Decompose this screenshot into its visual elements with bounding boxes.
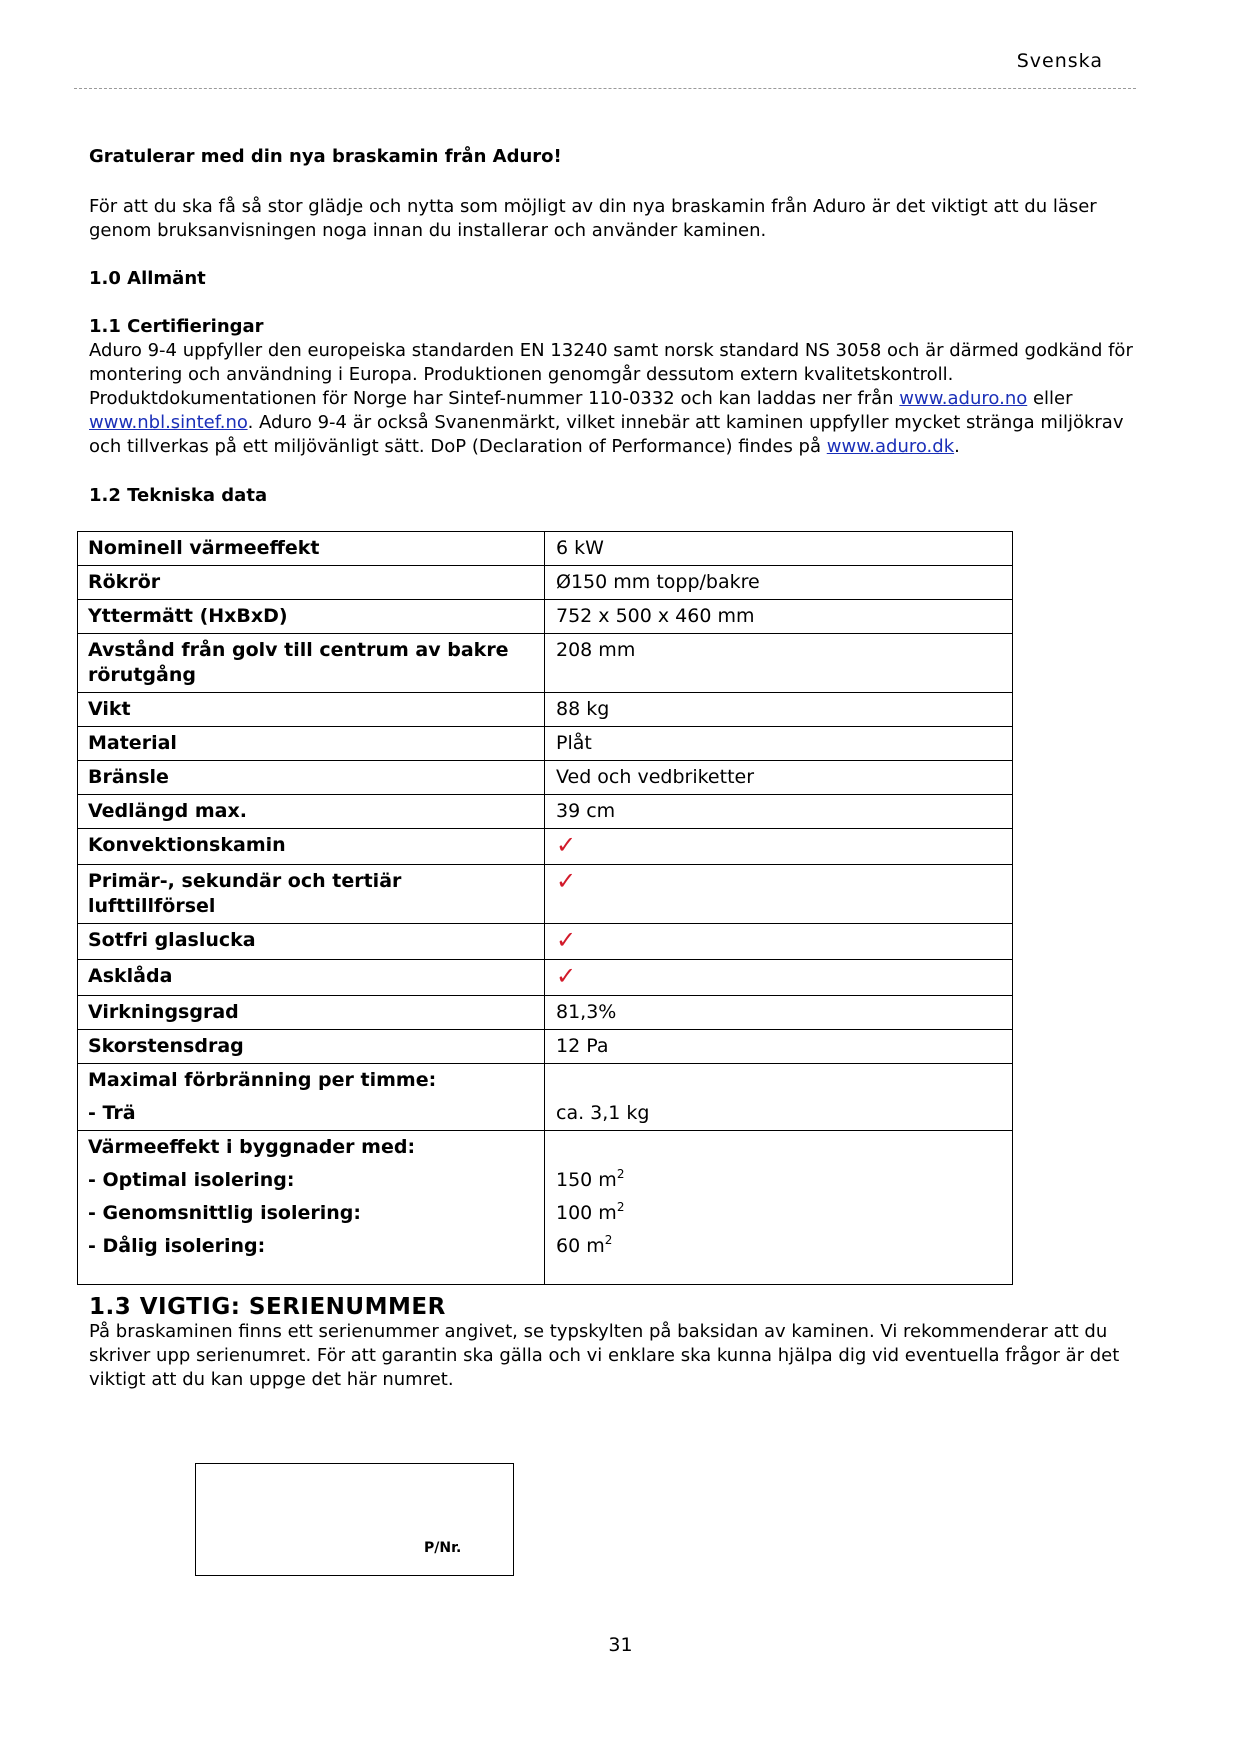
link-nbl-sintef[interactable]: www.nbl.sintef.no [89, 412, 248, 433]
section-1-3 [89, 1294, 1149, 1392]
row-key: Yttermätt (HxBxD) [78, 600, 545, 634]
row-value: Plåt [545, 727, 1013, 761]
row-key: Primär-, sekundär och tertiär lufttillförsel [78, 865, 545, 924]
checkmark-icon: ✓ [556, 962, 577, 990]
section-1-0-heading: 1.0 Allmänt [89, 268, 206, 289]
row-value: Ø150 mm topp/bakre [545, 566, 1013, 600]
cert-text-4: . [954, 436, 960, 457]
header-language: Svenska [1016, 50, 1103, 72]
superscript: 2 [604, 1232, 613, 1247]
table-row [78, 634, 1013, 693]
row-value: 88 kg [545, 693, 1013, 727]
link-aduro-no[interactable]: www.aduro.no [899, 388, 1028, 409]
row-value [545, 865, 1013, 924]
row-key-line: - Trä [88, 1102, 136, 1124]
row-value: 208 mm [545, 634, 1013, 693]
row-value-line: 100 $m^2$ [556, 1199, 625, 1224]
serial-number-label: P/Nr. [424, 1540, 462, 1556]
table-row [78, 693, 1013, 727]
table-row [78, 566, 1013, 600]
section-1-1-heading: 1.1 Certifieringar [89, 316, 264, 337]
table-row [78, 761, 1013, 795]
section-1-2 [89, 484, 1149, 508]
table-row [78, 727, 1013, 761]
row-key: Vedlängd max. [78, 795, 545, 829]
row-key [78, 1064, 545, 1131]
table-row [78, 924, 1013, 960]
table-row [78, 1131, 1013, 1285]
row-value: Ved och vedbriketter [545, 761, 1013, 795]
row-value-line: 60 $m^2$ [556, 1232, 613, 1257]
checkmark-icon: ✓ [556, 831, 577, 859]
header-divider [74, 88, 1136, 89]
intro-text: För att du ska få så stor glädje och nytta som möjligt av din nya braskamin från Aduro är det viktigt att du läser genom bruksanvisningen noga innan du installerar och använder kaminen. [89, 196, 1097, 241]
row-value: 6 kW [545, 532, 1013, 566]
row-key-line: Värmeeffekt i byggnader med: [88, 1136, 416, 1158]
superscript: 2 [616, 1166, 625, 1181]
page-number: 31 [608, 1634, 633, 1656]
intro-title: Gratulerar med din nya braskamin från Aduro! [89, 146, 562, 167]
row-key: Nominell värmeeffekt [78, 532, 545, 566]
checkmark-icon: ✓ [556, 867, 577, 895]
table-row [78, 1030, 1013, 1064]
table-row [78, 600, 1013, 634]
row-value-spacer [556, 1135, 1002, 1160]
row-key: Sotfri glaslucka [78, 924, 545, 960]
table-row [78, 795, 1013, 829]
row-value [545, 829, 1013, 865]
row-value: 81,3% [545, 996, 1013, 1030]
serial-text: På braskaminen finns ett serienummer angivet, se typskylten på baksidan av kaminen. Vi rekommenderar att du skriver upp serienumret. För att garantin ska gälla och vi enklare ska kunna hjälpa dig vid eventuella frågor är det viktigt att du kan uppge det här numret. [89, 1321, 1120, 1390]
row-key: Virkningsgrad [78, 996, 545, 1030]
row-value-line: ca. 3,1 kg [556, 1102, 650, 1124]
row-key: Asklåda [78, 960, 545, 996]
row-key: Material [78, 727, 545, 761]
section-1-0 [89, 267, 1149, 291]
row-key: Rökrör [78, 566, 545, 600]
section-1-3-heading: 1.3 VIGTIG: SERIENUMMER [89, 1294, 446, 1320]
row-key-line: - Genomsnittlig isolering: [88, 1202, 361, 1224]
cert-text-2: eller [1027, 388, 1073, 409]
row-value: 12 Pa [545, 1030, 1013, 1064]
row-key [78, 1131, 545, 1285]
technical-data-table [77, 531, 1013, 1285]
row-value: 752 x 500 x 460 mm [545, 600, 1013, 634]
row-key: Bränsle [78, 761, 545, 795]
row-value-line: 150 $m^2$ [556, 1166, 625, 1191]
table-row [78, 865, 1013, 924]
intro-text-block [89, 195, 1149, 243]
row-key: Avstånd från golv till centrum av bakre rörutgång [78, 634, 545, 693]
row-value [545, 960, 1013, 996]
table-row [78, 532, 1013, 566]
cert-text-1: Aduro 9-4 uppfyller den europeiska standarden EN 13240 samt norsk standard NS 3058 och är därmed godkänd för montering och användning i Europa. Produktionen genomgår dessutom extern kvalitetskontroll. Produktdokumentationen för Norge har Sintef-nummer 110-0332 och kan laddas ner från [89, 340, 1133, 409]
checkmark-icon: ✓ [556, 926, 577, 954]
row-value [545, 1131, 1013, 1285]
table-row [78, 829, 1013, 865]
cert-text-3: . Aduro 9-4 är också Svanenmärkt, vilket innebär att kaminen uppfyller mycket stränga miljökrav och tillverkas på ett miljövänligt sätt. DoP (Declaration of Performance) findes på [89, 412, 1124, 457]
link-aduro-dk[interactable]: www.aduro.dk [826, 436, 955, 457]
table-row [78, 1064, 1013, 1131]
row-value [545, 924, 1013, 960]
row-key: Vikt [78, 693, 545, 727]
section-1-2-heading: 1.2 Tekniska data [89, 485, 268, 506]
row-value: 39 cm [545, 795, 1013, 829]
row-key-line: Maximal förbränning per timme: [88, 1069, 437, 1091]
serial-number-box [195, 1463, 514, 1576]
table-row [78, 960, 1013, 996]
superscript: 2 [616, 1199, 625, 1214]
section-1-1 [89, 315, 1149, 459]
intro-section [89, 145, 1149, 169]
row-key-line: - Optimal isolering: [88, 1169, 295, 1191]
row-key: Skorstensdrag [78, 1030, 545, 1064]
row-value [545, 1064, 1013, 1131]
row-key: Konvektionskamin [78, 829, 545, 865]
table-row [78, 996, 1013, 1030]
certification-text [89, 339, 1149, 459]
row-value-spacer [556, 1068, 1002, 1093]
row-key-line: - Dålig isolering: [88, 1235, 266, 1257]
